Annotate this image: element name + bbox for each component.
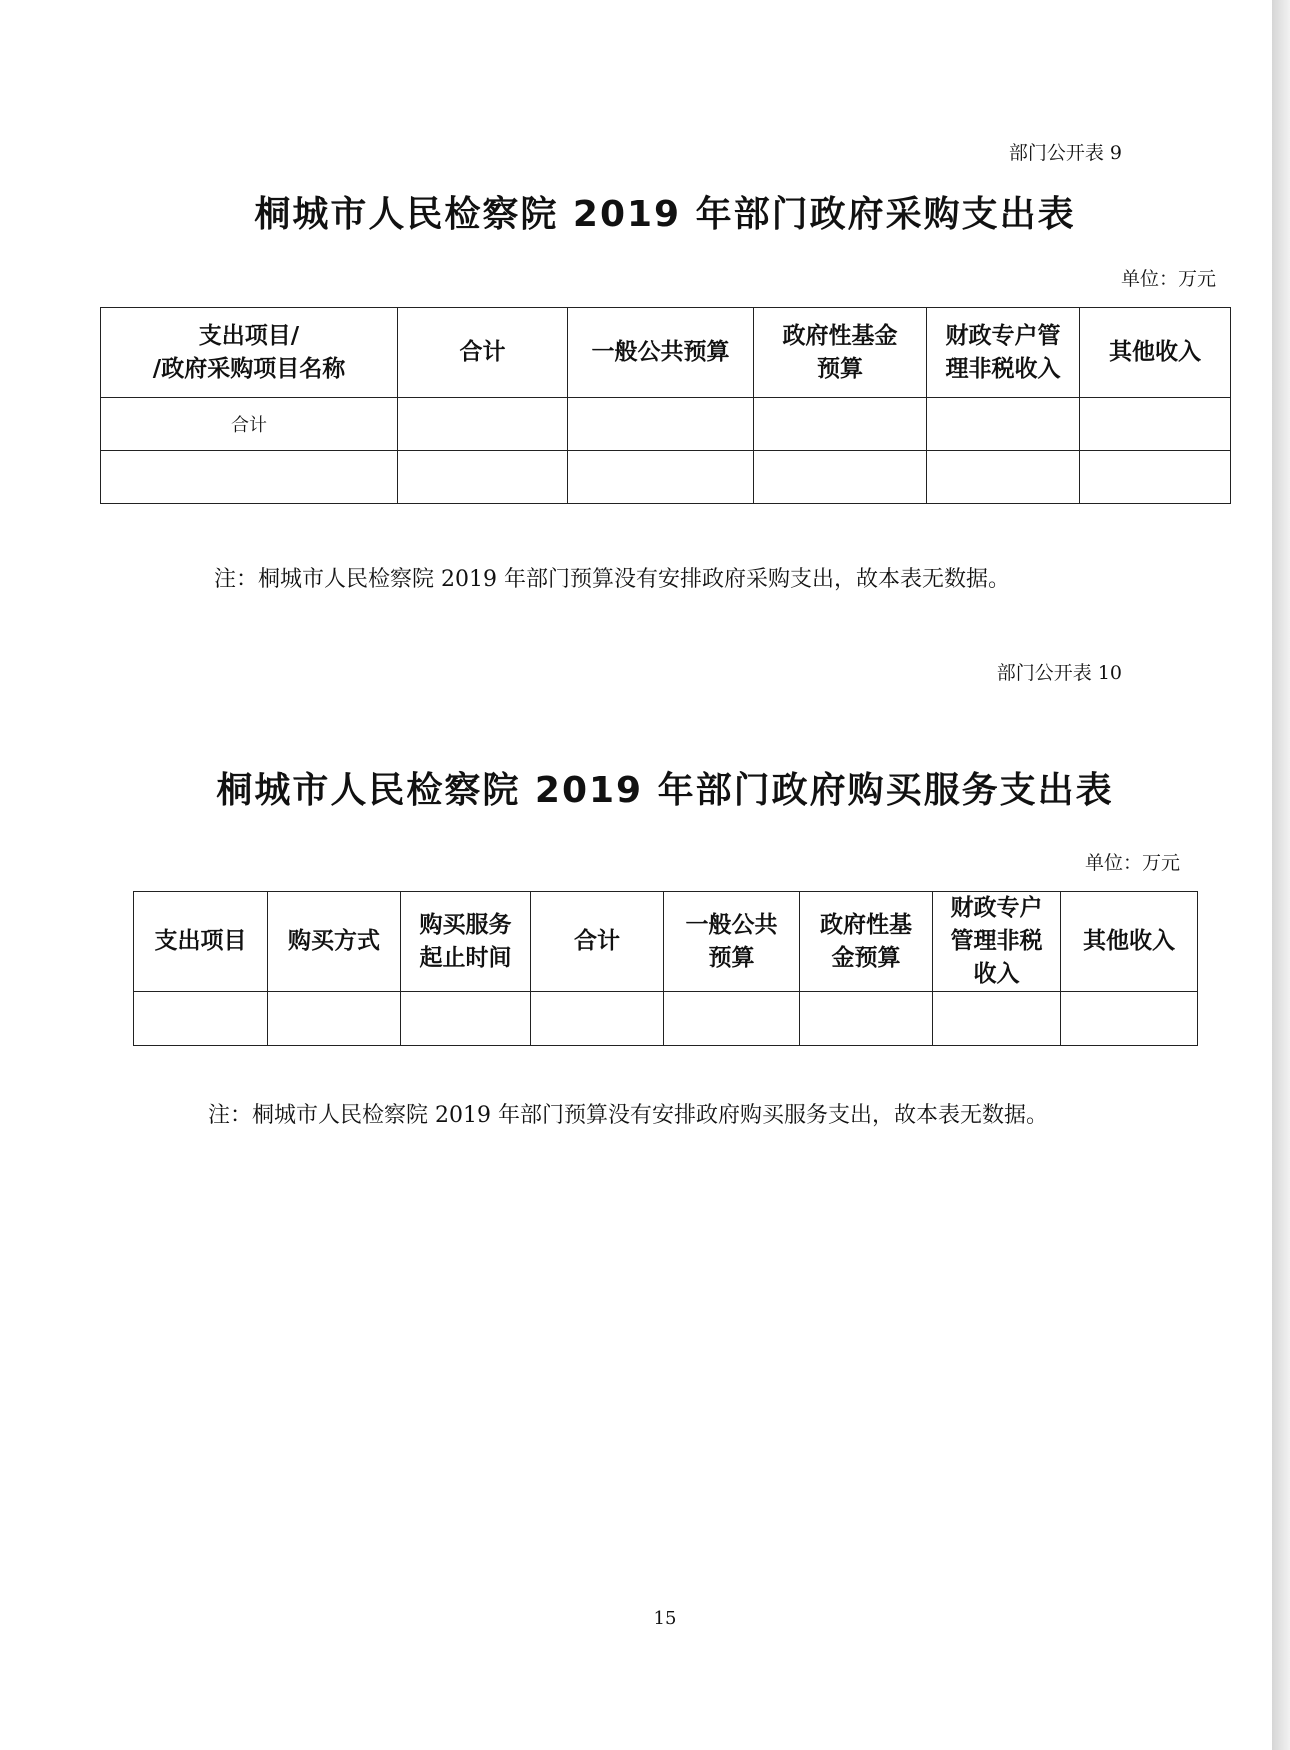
table9-header-text: 合计 bbox=[459, 339, 506, 365]
table10-header-text: 一般公共 bbox=[685, 911, 778, 938]
table10-header-cell bbox=[1061, 892, 1198, 992]
table9-row bbox=[101, 451, 1231, 504]
table9-header-row bbox=[101, 308, 1231, 398]
table10-header-text: 管理非税 bbox=[950, 928, 1043, 954]
table10-header-row bbox=[134, 892, 1198, 992]
table10-header-cell bbox=[933, 892, 1061, 992]
table9 bbox=[100, 307, 1231, 504]
table10-header-text: 其他收入 bbox=[1083, 928, 1175, 954]
table9-cell bbox=[1080, 398, 1231, 451]
table10-header-text: 财政专户 bbox=[950, 895, 1043, 921]
table10-cell bbox=[933, 992, 1061, 1046]
table9-row bbox=[101, 398, 1231, 451]
table9-header-text: 财政专户管 bbox=[945, 322, 1061, 349]
table9-header-cell bbox=[927, 308, 1080, 398]
table10-header-cell bbox=[531, 892, 664, 992]
table9-header-cell bbox=[754, 308, 927, 398]
table9-header-cell bbox=[568, 308, 754, 398]
table9-cell bbox=[398, 451, 568, 504]
table10-body bbox=[134, 992, 1198, 1046]
table9-cell bbox=[101, 451, 398, 504]
table9-label: 部门公开表 9 bbox=[1008, 142, 1122, 164]
table9-cell bbox=[568, 451, 754, 504]
table10-header-text: 收入 bbox=[973, 961, 1020, 987]
table10-header-text: 支出项目 bbox=[154, 928, 247, 954]
table9-title: 桐城市人民检察院 2019 年部门政府采购支出表 bbox=[254, 194, 1076, 235]
table10-cell bbox=[268, 992, 401, 1046]
page-edge-shadow bbox=[1272, 0, 1290, 1750]
page-number: 15 bbox=[653, 1608, 677, 1629]
table10-header-cell bbox=[268, 892, 401, 992]
table9-cell bbox=[927, 451, 1080, 504]
table9-header-text: 理非税收入 bbox=[945, 355, 1061, 382]
table9-header-cell bbox=[398, 308, 568, 398]
table10-cell bbox=[401, 992, 531, 1046]
table10-header-text: 购买服务 bbox=[419, 911, 512, 938]
table10-row bbox=[134, 992, 1198, 1046]
table9-header-text: 政府性基金 bbox=[782, 322, 898, 349]
table10-cell bbox=[134, 992, 268, 1046]
table9-header-text: 预算 bbox=[817, 355, 863, 382]
table10-header-text: 合计 bbox=[574, 928, 620, 954]
table9-body bbox=[101, 398, 1231, 504]
table10-unit: 单位：万元 bbox=[1084, 852, 1180, 874]
table9-header-text: 一般公共预算 bbox=[591, 339, 730, 365]
table10-header-text: 金预算 bbox=[831, 944, 901, 971]
table10-label: 部门公开表 10 bbox=[996, 662, 1122, 684]
table10-note: 注：桐城市人民检察院 2019 年部门预算没有安排政府购买服务支出，故本表无数据。 bbox=[208, 1103, 1048, 1128]
table9-cell bbox=[754, 398, 927, 451]
table9-header-text: 支出项目/ bbox=[198, 322, 300, 349]
table9-cell bbox=[927, 398, 1080, 451]
table10-header-cell bbox=[401, 892, 531, 992]
table9-cell bbox=[1080, 451, 1231, 504]
table10-header-text: 购买方式 bbox=[288, 928, 380, 954]
table9-unit: 单位：万元 bbox=[1120, 268, 1216, 290]
table9-cell bbox=[398, 398, 568, 451]
table9-cell bbox=[754, 451, 927, 504]
table10-header-text: 预算 bbox=[708, 944, 755, 971]
table9-header-cell bbox=[1080, 308, 1231, 398]
table10-cell bbox=[664, 992, 800, 1046]
table9-header-text: /政府采购项目名称 bbox=[152, 355, 346, 382]
table10-header-cell bbox=[800, 892, 933, 992]
table9-header-cell bbox=[101, 308, 398, 398]
table10 bbox=[133, 891, 1198, 1046]
table10-title: 桐城市人民检察院 2019 年部门政府购买服务支出表 bbox=[216, 770, 1114, 811]
table10-cell bbox=[1061, 992, 1198, 1046]
table10-cell bbox=[800, 992, 933, 1046]
table10-header-cell bbox=[134, 892, 268, 992]
table9-cell: 合计 bbox=[101, 398, 398, 451]
table9-header-text: 其他收入 bbox=[1109, 339, 1201, 365]
table9-note: 注：桐城市人民检察院 2019 年部门预算没有安排政府采购支出，故本表无数据。 bbox=[214, 567, 1010, 592]
table10-cell bbox=[531, 992, 664, 1046]
table10-header-cell bbox=[664, 892, 800, 992]
table10-header-text: 政府性基 bbox=[820, 911, 912, 938]
table10-header-text: 起止时间 bbox=[419, 944, 512, 971]
table9-cell bbox=[568, 398, 754, 451]
